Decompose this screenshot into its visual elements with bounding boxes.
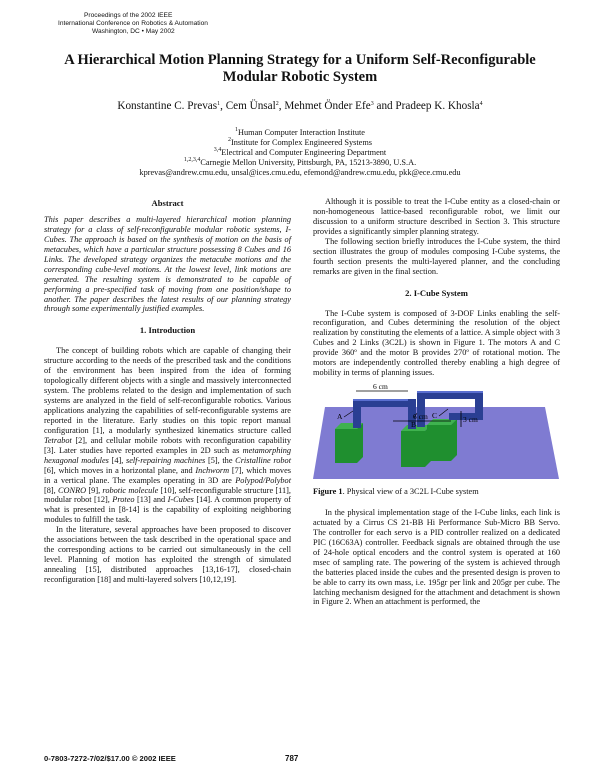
affil-text: Carnegie Mellon University, Pittsburgh, PA, 15213-3890, U.S.A. [200,158,417,167]
intro-paragraph: The concept of building robots which are capable of changing their structure according to the needs of the prescribed task and the conditions of the environment has been inspired from the idea of forming topologically different objects with a single and massively interconnected system. The problems related to the design and implementation of such systems are analyzed in the field of self-reconfigurable robotics. Various applications analyzing the capabilities of self-reconfigurable systems are reported in the literature. Early studies on this topic report manual configuration [1], a modularly synthesized kinematics structure called Tetrabot [2], and cellular mobile robots with reconfiguration capability [3]. Later studies have reported examples in 2D such as metamorphing hexagonal modules [4], self-repairing machines [5], the Cristalline robot [6], which moves in a horizontal plane, and Inchworm [7], which moves in a vertical plane. The examples operating in 3D are Polypod/Polybot [8], CONRO [9], robotic molecule [10], self-reconfigurable structure [11], modular robot [12], Proteo [13] and I-Cubes [14]. A common property of what is presented in [8-14] is the capability of exploiting neighboring modules to fulfill the task. [44,346,292,525]
cube-left [335,423,363,463]
affil-marker: 2 [227,137,231,143]
author-name: Konstantine C. Prevas [117,100,218,112]
paper-title [40,52,560,86]
body-paragraph: Although it is possible to treat the I-Cube entity as a closed-chain or non-homogeneous lattice-based reconfigurable robot, we limit our discussion to a uniform structure described in Section 3. This structure provides a significantly simpler planning strategy. [313,197,560,236]
cube-middle [401,425,431,467]
author-list [40,100,560,113]
affiliation-line [40,128,560,138]
motor-label-a: A [337,412,343,422]
title-line: Modular Robotic System [222,69,378,85]
section-heading: 2. I-Cube System [405,287,468,298]
author-name: , Cem Ünsal [220,100,276,112]
proceedings-line: Proceedings of the 2002 IEEE [84,12,173,19]
dimension-label-vertical: 3 cm [463,415,478,425]
abstract-text: This paper describes a multi-layered hierarchical motion planning strategy for a class of self-reconfigurable modular robotic systems, I-Cubes. The approach is based on the synthesis of motion on the basis of metacubes, which have a particular structure possessing 8 Cubes and 16 Links. The developed strategy organizes the metacube motions and the corresponding cube-level motions. At the lowest level, link motions are generated. The resulting system is demonstrated to be capable of performing a pre-specified task of moving from one position/shape to another. The paper describes the latest results of our planning strategy through some experimentally justified examples. [44,215,291,314]
body-paragraph: The following section briefly introduces the I-Cube system, the third section illustrates the group of modules composing I-Cube systems, the fourth section presents the multi-layered planner, and the concluding remarks are given in the final section. [313,236,560,276]
affil-marker: 1 [235,127,239,133]
affil-text: Institute for Complex Engineered Systems [230,138,373,147]
affiliation-line [40,138,560,148]
title-line: A Hierarchical Motion Planning Strategy for a Uniform Self-Reconfigurable [64,52,536,68]
proceedings-line: Washington, DC • May 2002 [92,28,175,35]
affil-text: Electrical and Computer Engineering Department [221,148,387,157]
author-affil-marker: 1 [217,101,221,107]
body-paragraph: In the physical implementation stage of the I-Cube links, each link is actuated by a Cirrus CS 21-BB Hi Performance Sub-Micro BB Servo. The controller for each servo is a PID controller realized on a dedicated PIC (16C63A) controller. Feedback signals are obtained through the use of 24-hole optical encoders and the control system is operated at 160 msec of sampling rate. The powering of the system is achieved through the batteries placed inside the cubes and the presented design is proven to be able to carry its own mass, i.e. 195gr per link and 205gr per cube. The latching mechanism designed for the attachment and detachment is shown in Figure 2. When an attachment is performed, the [313,508,560,607]
figure-caption: Figure 1. Physical view of a 3C2L I-Cube system [313,487,479,497]
section-heading: 1. Introduction [139,325,196,336]
author-affil-marker: 3 [370,101,374,107]
affil-marker: 3,4 [213,147,222,153]
proceedings-line: International Conference on Robotics & Automation [58,20,208,27]
motor-label-b: B [411,420,417,430]
cube-right [427,419,457,461]
affiliation-line [40,148,560,158]
figure-1-illustration [313,381,560,481]
body-paragraph: The I-Cube system is composed of 3-DOF Links enabling the self-reconfiguration, and Cubes determining the resolution of the object realization by constituting the elements of a lattice. A simple object with 3 Cubes and 2 Links (3C2L) is shown in Figure 1. The motors A and C provide 360º and the motor B provides 270º of rotational motion. The motors are independently controlled thereby enabling a high degree of mobility in terms of planning issues. [313,308,560,378]
author-affil-marker: 2 [275,101,279,107]
author-name: and Pradeep K. Khosla [373,100,480,112]
author-emails: kprevas@andrew.cmu.edu, unsal@ices.cmu.edu, efemond@andrew.cmu.edu, pkk@ece.cmu.edu [139,168,461,177]
dimension-label-bottom: 6 cm [413,412,428,422]
abstract-heading: Abstract [151,198,184,208]
dimension-label-top: 6 cm [373,382,388,392]
motor-label-c: C [432,411,438,421]
page-number: 787 [285,754,299,763]
intro-paragraph: In the literature, several approaches have been proposed to discover the associations between the task described in the operational space and the corresponding actions to be carried out simultaneously in the cell level. Planning of motion has exploited the strength of simulated annealing [15], distributed approaches [13,16-17], closed-chain reconfiguration [18] and multi-layered solvers [10,12,19]. [44,525,291,584]
affil-marker: 1,2,3,4 [183,157,201,163]
left-column [44,198,291,585]
right-column [313,197,560,607]
figure-1 [313,381,560,481]
author-name: , Mehmet Önder Efe [278,100,371,112]
author-affil-marker: 4 [479,101,483,107]
affiliation-line [40,158,560,168]
affil-text: Human Computer Interaction Institute [238,128,365,137]
copyright-line: 0-7803-7272-7/02/$17.00 © 2002 IEEE [44,754,176,763]
proceedings-header [58,12,258,36]
affiliations [40,128,560,178]
